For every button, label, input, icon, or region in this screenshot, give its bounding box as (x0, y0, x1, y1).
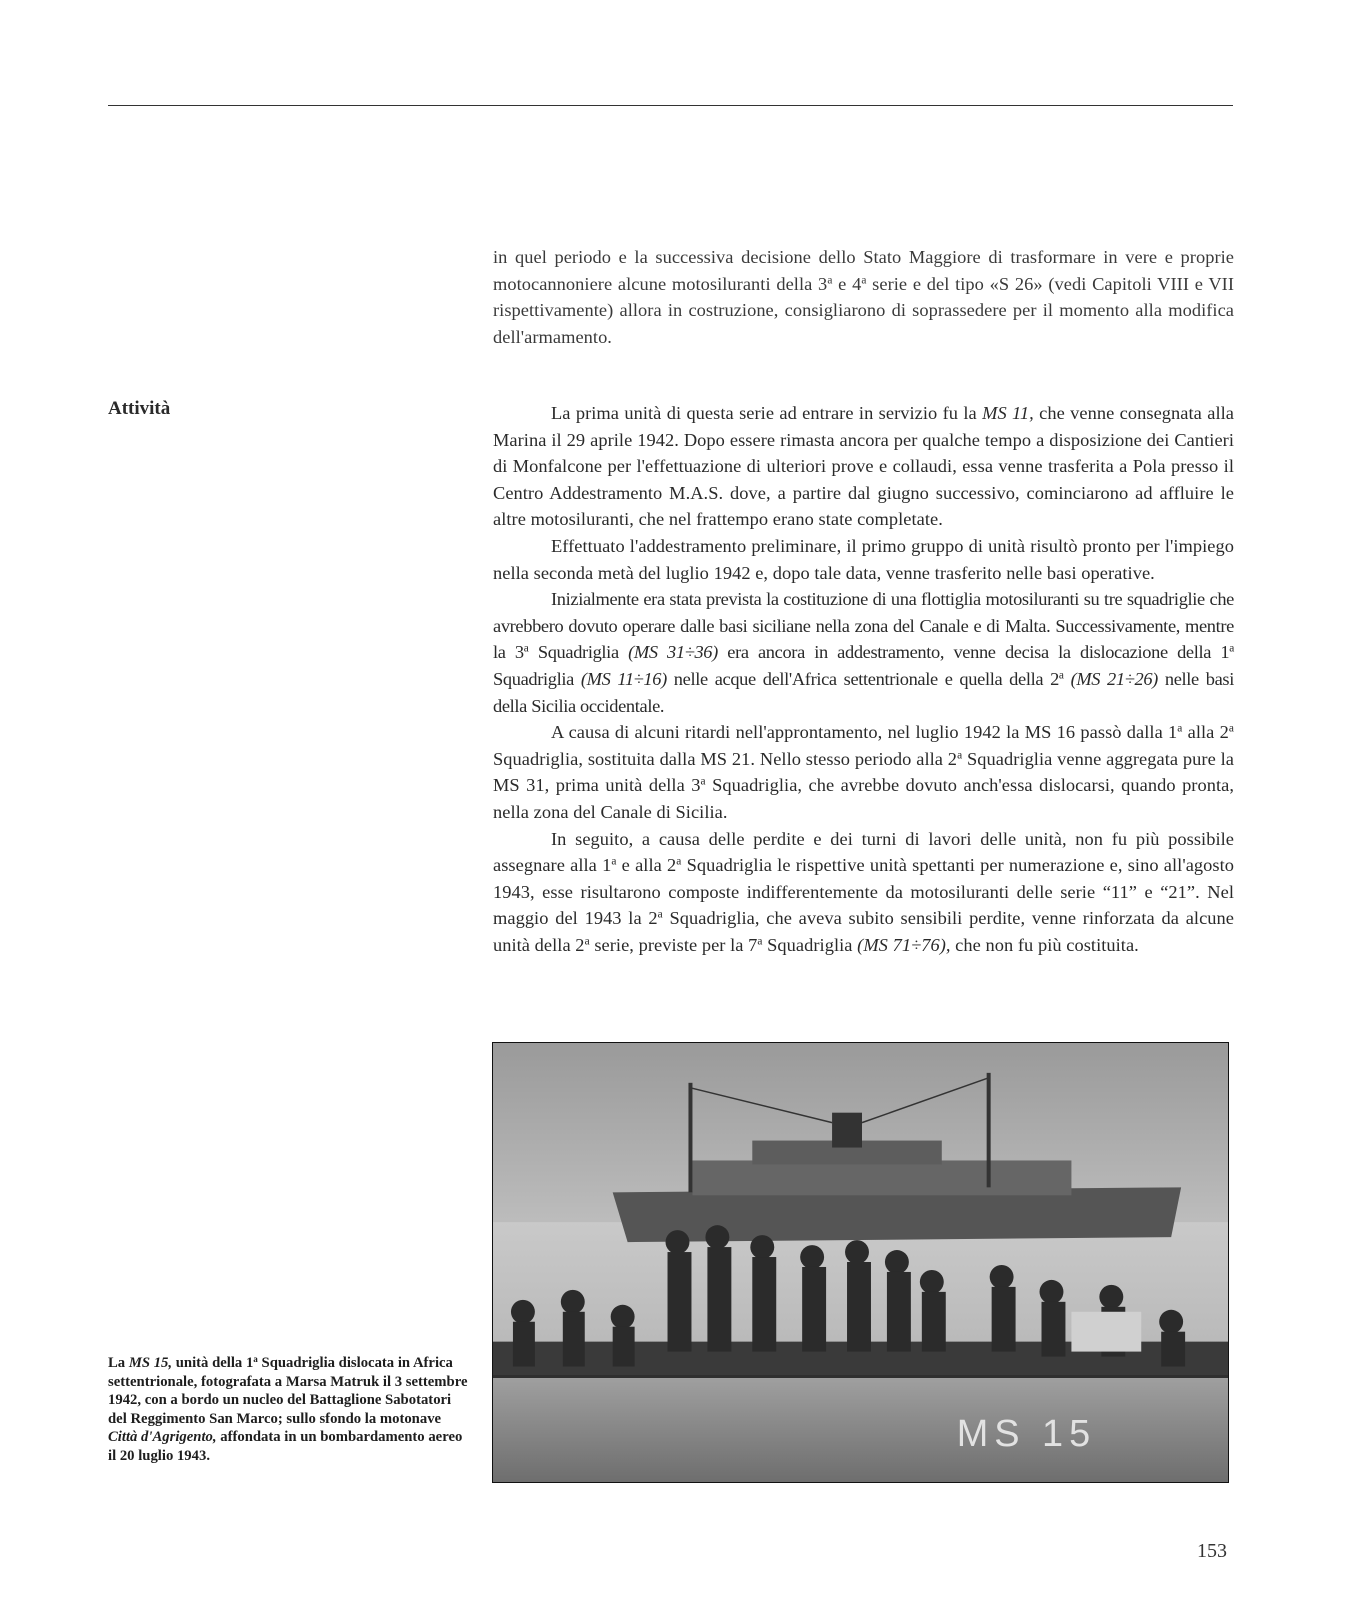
ordinal-sup: a (1058, 669, 1064, 682)
ordinal-sup: a (861, 274, 867, 287)
p3-italic-2: (MS 11÷16) (580, 668, 667, 689)
p5-text-g: che non fu più costituita. (950, 934, 1139, 955)
p3-text-g: nelle basi della Sicilia occidentale. (493, 668, 1234, 716)
caption-text-c: Squadriglia dislocata in Africa settentrionale, fotografata a Marsa Matruk il 3 settembre 1942, con a bordo un nucleo del Battaglione Sabotatori del Reggimento San Marco; sullo sfondo la motonave (108, 1355, 468, 1427)
ordinal-sup: a (1228, 722, 1234, 735)
caption-ship-name-2: Città d'Agrigento, (108, 1429, 217, 1445)
hull-marking: MS 15 (956, 1413, 1097, 1456)
ordinal-sup: a (757, 935, 763, 948)
paragraph-5 (493, 826, 1234, 959)
p4-text-d: Squadriglia venne aggregata pure la MS 31, prima unità della 3 (493, 748, 1234, 796)
p4-text-b: alla 2 (1182, 722, 1229, 743)
caption-text-b: unità della 1 (172, 1355, 254, 1371)
paragraph-3 (493, 586, 1234, 719)
section-heading: Attività (108, 398, 171, 419)
ordinal-sup: a (584, 935, 590, 948)
p3-text-f (1064, 669, 1071, 689)
p5-text-a: In seguito, a causa delle perdite e dei turni di lavori delle unità, non fu più possibile assegnare alla 1 (493, 828, 1234, 876)
p5-text-c: Squadriglia le rispettive unità spettanti per numerazione e, sino all'agosto 1943, esse risultarono composte indifferentemente da motosiluranti delle serie “11” e “21”. Nel maggio del 1943 la 2 (493, 855, 1235, 929)
p5-text-d: Squadriglia, che aveva subito sensibili perdite, venne rinforzata da alcune unità della 2 (493, 908, 1234, 955)
p5-text-b: e alla 2 (616, 855, 677, 876)
intro-text-2: e 4 (832, 273, 862, 294)
ordinal-sup: a (700, 776, 706, 789)
p4-text-a: A causa di alcuni ritardi nell'approntamento, nel luglio 1942 la MS 16 passò dalla 1 (551, 722, 1178, 743)
p5-text-e: serie, previste per la 7 (589, 934, 758, 955)
ordinal-sup: a (676, 855, 682, 868)
p4-text-e: Squadriglia, che avrebbe dovuto anch'essa dislocarsi, quando pronta, nella zona del Canale di Sicilia. (493, 775, 1234, 822)
p1-text-a: La prima unità di questa serie ad entrare in servizio fu la (551, 403, 983, 423)
boat-hull (493, 1376, 1228, 1482)
p3-text-a: Inizialmente era stata prevista la costituzione di una flottiglia motosiluranti su tre squadriglie che avrebbero dovuto operare dalle basi siciliane nella zona del Canale e di Malta. Successivamente, mentre la 3 (493, 589, 1234, 663)
p5-text-f: Squadriglia (762, 934, 858, 955)
ship-photograph (492, 1042, 1229, 1483)
p3-text-d: Squadriglia (493, 668, 581, 689)
p1-ship-name: MS 11, (982, 403, 1034, 423)
p3-text-e: nelle acque dell'Africa settentrionale e quella della 2 (666, 668, 1059, 689)
paragraph-1 (493, 400, 1234, 533)
p1-text-b: che venne consegnata alla Marina il 29 aprile 1942. Dopo essere rimasta ancora per qualche tempo a disposizione dei Cantieri di Monfalcone per l'effettuazione di ulteriori prove e collaudi, essa venne trasferita a Pola presso il Centro Addestramento M.A.S. dove, a partire dal giugno successivo, cominciarono ad affluire le altre motosiluranti, che nel frattempo erano state completate. (493, 403, 1234, 530)
photo-illustration (493, 1043, 1228, 1482)
header-rule (108, 105, 1233, 106)
ordinal-sup: a (657, 909, 663, 922)
paragraph-4 (493, 719, 1234, 825)
ordinal-sup: a (957, 749, 963, 762)
page-number: 153 (1197, 1540, 1227, 1562)
ordinal-sup: a (253, 1354, 258, 1364)
ordinal-sup: a (1177, 722, 1183, 735)
p3-text-c: era ancora in addestramento, venne decisa la dislocazione della 1 (717, 642, 1230, 663)
p4-text-c: Squadriglia, sostituita dalla MS 21. Nello stesso periodo alla 2 (493, 748, 958, 769)
caption-ship-name: MS 15, (128, 1355, 173, 1371)
caption-text-a: La (108, 1355, 129, 1371)
caption-text-d: affondata in un bombardamento aereo il 20 luglio 1943. (108, 1429, 463, 1464)
intro-text-1: in quel periodo e la successiva decisione dello Stato Maggiore di trasformare in vere e proprie motocannoniere alcune motosiluranti della 3 (493, 247, 1234, 294)
ordinal-sup: a (1229, 643, 1234, 656)
ordinal-sup: a (523, 643, 529, 656)
photo-caption (108, 1354, 468, 1465)
p3-italic-1: (MS 31÷36) (628, 642, 718, 663)
intro-paragraph (493, 244, 1234, 350)
main-text (493, 400, 1234, 958)
ordinal-sup: a (611, 855, 617, 868)
p5-italic-1: (MS 71÷76), (857, 934, 951, 955)
intro-text-3: serie e del tipo «S 26» (vedi Capitoli VIII e VII rispettivamente) allora in costruzione, consigliarono di soprassedere per il momento alla modifica dell'armamento. (493, 273, 1235, 347)
paragraph-2: Effettuato l'addestramento preliminare, il primo gruppo di unità risultò pronto per l'impiego nella seconda metà del luglio 1942 e, dopo tale data, venne trasferito nelle basi operative. (493, 535, 1234, 583)
p3-italic-3: (MS 21÷26) (1070, 668, 1158, 689)
p3-text-b: Squadriglia (528, 642, 629, 663)
ordinal-sup: a (827, 274, 833, 287)
